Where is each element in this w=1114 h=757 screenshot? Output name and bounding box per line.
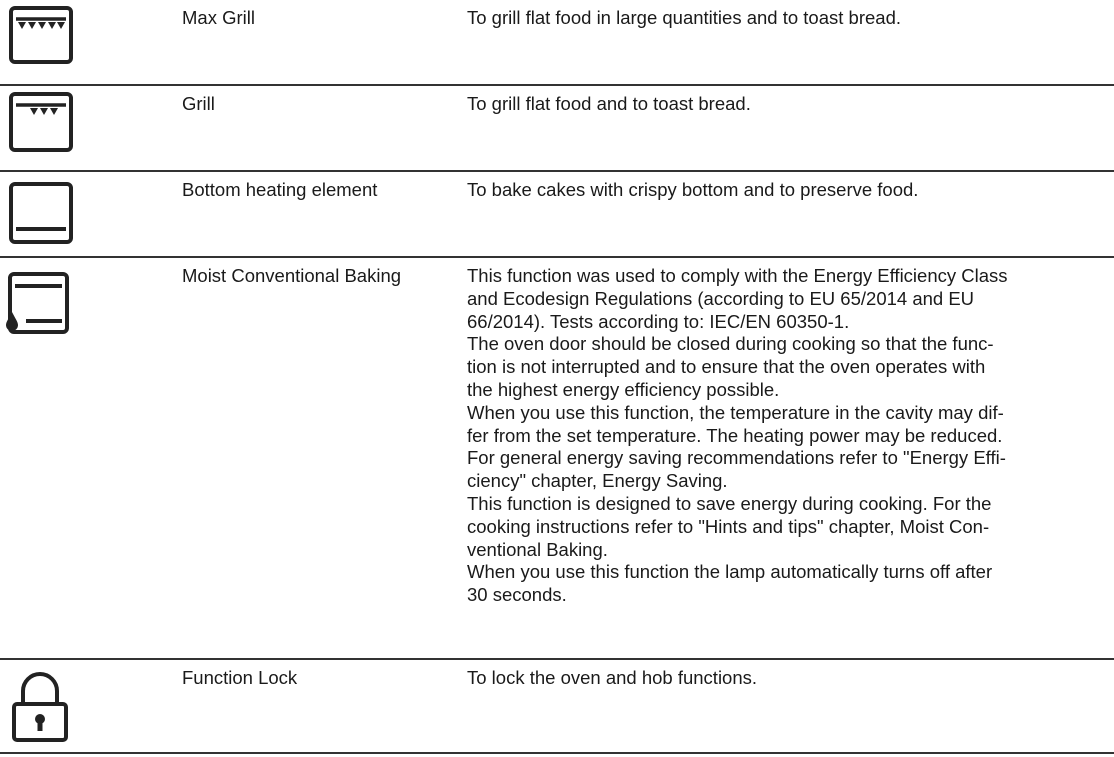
- description-line: This function is designed to save energy during cooking. For the: [467, 492, 992, 514]
- description-line: To lock the oven and hob functions.: [467, 667, 758, 688]
- function-description: [467, 179, 1107, 202]
- function-name: Max Grill: [182, 7, 255, 28]
- description-line: The oven door should be closed during cooking so that the func-: [467, 333, 994, 355]
- function-name: Grill: [182, 93, 215, 114]
- description-line: ventional Baking.: [467, 538, 608, 560]
- description-line: To grill flat food and to toast bread.: [467, 93, 751, 114]
- function-description: [467, 667, 1107, 690]
- table-row-bottom-heat: [0, 172, 1114, 258]
- description-line: tion is not interrupted and to ensure that the oven operates with: [467, 356, 986, 378]
- table-row-max-grill: [0, 0, 1114, 86]
- function-name: Moist Conventional Baking: [182, 265, 402, 286]
- moist-baking-icon: [4, 271, 70, 337]
- description-line: the highest energy efficiency possible.: [467, 378, 780, 400]
- description-line: 66/2014). Tests according to: IEC/EN 60350-1.: [467, 310, 850, 332]
- function-name: Function Lock: [182, 667, 298, 688]
- description-line: cooking instructions refer to "Hints and tips" chapter, Moist Con-: [467, 515, 990, 537]
- grill-icon: [8, 91, 74, 153]
- description-line: For general energy saving recommendations refer to "Energy Effi-: [467, 447, 1006, 469]
- max-grill-icon: [8, 5, 74, 65]
- description-line: 30 seconds.: [467, 584, 567, 606]
- description-line: When you use this function the lamp automatically turns off after: [467, 561, 993, 583]
- description-line: and Ecodesign Regulations (according to EU 65/2014 and EU: [467, 287, 975, 309]
- description-line: To grill flat food in large quantities and to toast bread.: [467, 7, 901, 28]
- function-description: [467, 265, 1107, 607]
- function-name: Bottom heating element: [182, 179, 378, 200]
- description-line: ciency" chapter, Energy Saving.: [467, 470, 728, 492]
- description-line: This function was used to comply with the Energy Efficiency Class: [467, 265, 1008, 286]
- function-description: [467, 7, 1107, 30]
- lock-icon: [10, 672, 70, 744]
- bottom-heat-icon: [8, 181, 74, 245]
- table-row-moist-baking: [0, 258, 1114, 660]
- table-row-grill: [0, 86, 1114, 172]
- description-line: fer from the set temperature. The heating power may be reduced.: [467, 424, 1003, 446]
- function-description: [467, 93, 1107, 116]
- description-line: When you use this function, the temperature in the cavity may dif-: [467, 401, 1004, 423]
- table-row-function-lock: [0, 660, 1114, 754]
- description-line: To bake cakes with crispy bottom and to preserve food.: [467, 179, 919, 200]
